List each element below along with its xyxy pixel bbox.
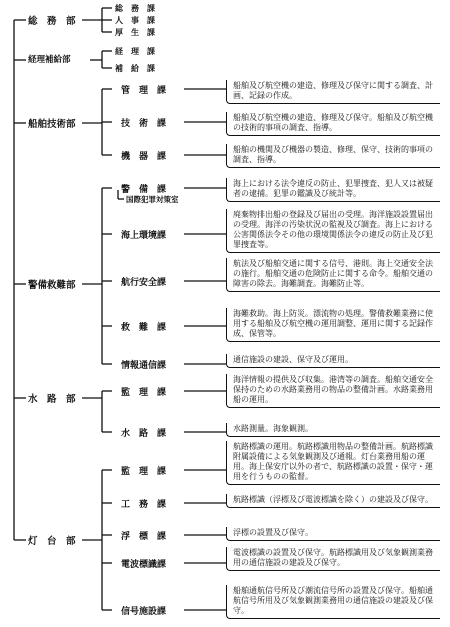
dept-keiri-hokyu: 経理補給部 [28,55,71,65]
section-fuhyou: 浮 標 課 [121,532,167,542]
desc-jouhou-tsushin: 通信施設の建設、保守及び運用。 [226,354,440,368]
section-kyunan: 救 難 課 [121,323,167,333]
section-keiri: 経 理 課 [115,46,155,56]
desc-kanri-2: 海洋情報の提供及び収集。港湾等の調査。船舶交通安全保持のための水路業務用の物品の整備計画。水路業務用船の運用。 [226,374,440,408]
desc-suiro: 水路測量。海象観測。 [226,423,440,437]
section-kousei: 厚 生 課 [115,27,155,37]
desc-gijutsu: 船舶及び航空機の建造、修理及び保守。船舶及び航空機の技術的事項の調査、指導。 [226,112,440,136]
dept-toudai: 灯 台 部 [28,536,76,547]
desc-denpa-hyoushiki: 電波標識の設置及び保守。航路標識用及び気象観測業務用の通信施設の建設及び保守。 [226,547,440,571]
section-suiro: 水 路 課 [121,429,167,439]
section-keibi: 警 備 課 [121,185,167,195]
section-kanri-1: 管 理 課 [121,86,167,96]
desc-kanri-3: 航路標識の運用。航路標識用物品の整備計画。航路標識附属設備による気象観測及び通報。灯台業務用船の運用。海上保安庁以外の者で、航路標識の設置・保守・運用を行うものの監督。 [226,441,440,485]
section-kiki: 機 器 課 [121,152,167,162]
section-soumu: 総 務 課 [115,3,155,13]
dept-senpaku-gijutsu: 船舶技術部 [28,119,76,130]
desc-keibi: 海上における法令違反の防止、犯罪捜査、犯人又は被疑者の逮捕。犯罪の鑑識及び統計等。 [226,178,440,202]
section-kaijou-kankyo: 海上環境課 [121,231,167,241]
desc-kiki: 船舶の機関及び機器の製造、修理、保守、技術的事項の調査、指導。 [226,144,440,168]
dept-keibi-kyunan: 警備救難部 [28,280,76,291]
section-kokusai-hanzai: 国際犯罪対策室 [126,195,179,204]
desc-kyunan: 海難救助。海上防災。漂流物の処理。警備救難業務に使用する船舶及び航空機の運用調整、運用に関する記録作成、保管等。 [226,308,440,342]
section-kanri-3: 監 理 課 [121,467,167,477]
desc-koumu: 航路標識（浮標及び電波標識を除く）の建設及び保守。 [226,494,440,508]
section-koukou-anzen: 航行安全課 [121,278,167,288]
section-jinji: 人 事 課 [115,15,155,25]
desc-shingou-shisetsu: 船舶通航信号所及び潮流信号所の設置及び保守。船舶通航信号所用及び気象観測業務用の通信施設の建設及び保守。 [226,585,440,619]
desc-kaijou-kankyo: 廃棄物排出船の登録及び届出の受理。海洋施設設置届出の受理。海洋の汚染状況の監視及び調査。海上における公害関係法令その他の環境関係法令の違反の防止及び犯罪捜査等。 [226,209,440,253]
section-kanri-2: 監 理 課 [121,388,167,398]
dept-soumu: 総 務 部 [28,16,76,27]
section-shingou-shisetsu: 信号施設課 [121,607,167,617]
section-gijutsu: 技 術 課 [121,119,167,129]
section-denpa-hyoushiki: 電波標識課 [121,560,167,570]
desc-kanri-1: 船舶及び航空機の建造、修理及び保守に関する調査、計画、記録の作成。 [226,80,440,104]
section-hokyu: 補 給 課 [115,63,155,73]
section-jouhou-tsushin: 情報通信課 [121,361,167,371]
section-koumu: 工 務 課 [121,500,167,510]
dept-suiro: 水 路 部 [28,394,76,405]
desc-koukou-anzen: 航法及び船舶交通に関する信号、港則。海上交通安全法の施行。船舶交通の危険防止に関する命令。船舶交通の障害の除去。海難調査。海難防止等。 [226,258,440,292]
desc-fuhyou: 浮標の設置及び保守。 [226,527,440,541]
